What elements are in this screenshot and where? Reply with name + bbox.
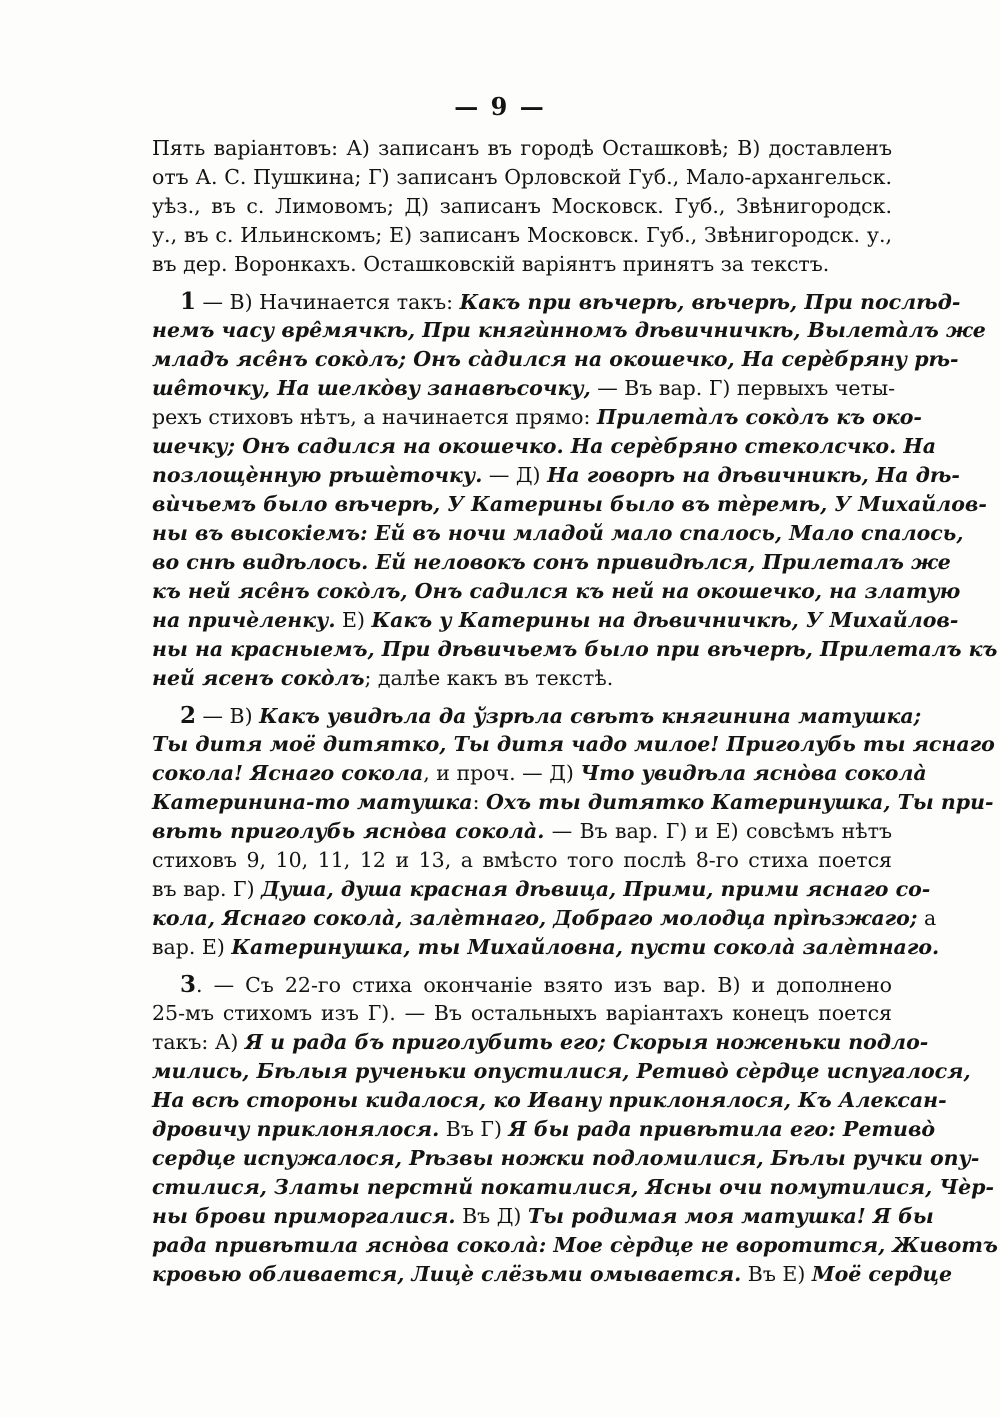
song-quote-text: Какъ увидѣла да ўзрѣла свѣтъ княгинина матушка;	[259, 704, 922, 728]
song-quote-text: Душа, душа красная дѣвица, Прими, прими яснаго со-	[261, 877, 931, 901]
text-line	[152, 192, 892, 221]
text-line	[152, 970, 892, 999]
song-quote-text: Ты родимая моя матушка! Я бы	[527, 1204, 934, 1228]
song-quote-text: Я бы рада привѣтила его: Ретиво̀	[508, 1117, 936, 1141]
page-number: — 9 —	[454, 92, 546, 121]
song-quote-text: ны брови приморгалися.	[152, 1204, 456, 1228]
text-line	[152, 817, 892, 846]
text-line	[152, 1173, 994, 1202]
song-quote-text: Какъ при вѣчерѣ, вѣчерѣ, При послѣд-	[459, 290, 961, 314]
note-number: 1	[180, 288, 197, 315]
text-line	[152, 250, 892, 279]
song-quote-text: немъ часу вре̂мячкѣ, При княгѝнномъ дѣвичничкѣ, Вылетàлъ же	[152, 318, 986, 342]
text-line	[152, 374, 896, 403]
song-quote-text: младъ ясе̂нъ соко̀лъ; Онъ сàдился на окошечко, На серѐбряну рѣ-	[152, 347, 959, 371]
song-quote-text: Ты дитя моё дитятко, Ты дитя чадо милое! Приголубь ты яснаго	[152, 732, 995, 756]
song-quote-text: ше̂точку, На шелкòву занавѣсочку,	[152, 376, 591, 400]
song-quote-text: ны въ высокіемъ: Ей въ ночи младой мало спалось, Мало спалось,	[152, 521, 964, 545]
song-quote-text: во снѣ видѣлось. Ей неловокъ сонъ привидѣлся, Прилеталъ же	[152, 550, 951, 574]
commentary-text: :	[472, 790, 487, 814]
song-quote-text: Какъ у Катерины на дѣвичничкѣ, У Михайлов-	[371, 608, 959, 632]
song-quote-text: вѣть приголубь ясно̀ва сокола̀.	[152, 819, 545, 843]
commentary-text: такъ: А)	[152, 1030, 245, 1054]
text-line	[152, 1144, 980, 1173]
text-line	[152, 221, 892, 250]
commentary-text: рехъ стиховъ нѣтъ, а начинается прямо:	[152, 405, 597, 429]
song-quote-text: сердце испужалося, Рѣзвы ножки подломилися, Бѣлы ручки опу-	[152, 1146, 980, 1170]
song-quote-text: На всѣ стороны кидалося, ко Ивану приклонялося, Къ Алексан-	[152, 1088, 947, 1112]
song-quote-text: На говорѣ на дѣвичникѣ, На дѣ-	[547, 463, 960, 487]
text-line	[152, 345, 959, 374]
text-line	[152, 1057, 971, 1086]
commentary-text: вар. Е)	[152, 935, 232, 959]
song-quote-text: Катеринушка, ты Михайловна, пусти сокола̀ залѐтнаго.	[231, 935, 940, 959]
text-line	[152, 287, 961, 316]
text-line	[152, 432, 937, 461]
note-paragraph-3	[152, 970, 998, 1289]
commentary-text: ; далѣе какъ въ текстѣ.	[364, 666, 614, 690]
song-quote-text: ней ясенъ соко̀лъ	[152, 666, 365, 690]
commentary-text: Въ Г)	[439, 1117, 509, 1141]
text-line	[152, 904, 937, 933]
note-number: 2	[180, 702, 197, 729]
commentary-text: въ дер. Воронкахъ. Осташковскій варіянтъ принятъ за текстъ.	[152, 252, 830, 276]
text-line	[152, 759, 927, 788]
intro-paragraph	[152, 134, 892, 279]
song-quote-text: къ ней ясе̂нъ соко̀лъ, Онъ садился къ ней на окошечко, на златую	[152, 579, 961, 603]
note-paragraph-2	[152, 701, 995, 962]
song-quote-text: кола, Яснаго сокола̀, залѐтнаго, Добраго молодца прі̀ѣзжаго;	[152, 906, 918, 930]
song-quote-text: кровью обливается, Лицѐ слёзьми омывается.	[152, 1262, 742, 1286]
commentary-text: отъ А. С. Пушкина; Г) записанъ Орловской Губ., Мало-архангельск.	[152, 165, 892, 189]
commentary-text: Въ Е)	[741, 1262, 812, 1286]
song-quote-text: шечку; Онъ садился на окошечко. На серѐбряно стеколсчко. На	[152, 434, 937, 458]
commentary-text: Е)	[335, 608, 372, 632]
text-line	[152, 490, 987, 519]
text-line	[152, 577, 961, 606]
commentary-text: у., въ с. Ильинскомъ; Е) записанъ Московск. Губ., Звѣнигородск. у.,	[152, 223, 892, 247]
commentary-text: 25-мъ стихомъ изъ Г). — Въ остальныхъ варіантахъ конецъ поется	[152, 1001, 892, 1025]
song-quote-text: Охъ ты дитятко Катеринушка, Ты при-	[486, 790, 994, 814]
text-line	[152, 701, 922, 730]
text-line	[152, 875, 931, 904]
commentary-text: — В) Начинается такъ:	[196, 290, 460, 314]
commentary-text: Пять варіантовъ: А) записанъ въ городѣ Осташковѣ; В) доставленъ	[152, 136, 892, 160]
song-quote-text: позлощѐнную рѣшѐточку.	[152, 463, 483, 487]
text-line	[152, 606, 959, 635]
commentary-text: . — Съ 22-го стиха окончаніе взято изъ вар. В) и дополнено	[196, 973, 892, 997]
commentary-text: въ вар. Г)	[152, 877, 262, 901]
text-line	[152, 163, 892, 192]
note-number: 3	[180, 971, 197, 998]
commentary-text: Въ Д)	[455, 1204, 528, 1228]
song-quote-text: стилися, Златы перстнй покатилися, Ясны очи помутилися, Чѐр-	[152, 1175, 994, 1199]
song-quote-text: вѝчьемъ было вѣчерѣ, У Катерины было въ тѐремѣ, У Михайлов-	[152, 492, 987, 516]
commentary-text: уѣз., въ с. Лимовомъ; Д) записанъ Московск. Губ., Звѣнигородск.	[152, 194, 892, 218]
text-line	[152, 846, 892, 875]
text-line	[152, 999, 892, 1028]
song-quote-text: Прилетàлъ соко̀лъ къ око-	[596, 405, 922, 429]
song-quote-text: рада привѣтила ясно̀ва сокола̀: Мое сѐрдце не воротится, Животъ	[152, 1233, 998, 1257]
text-line	[152, 1202, 934, 1231]
commentary-text: , и проч. — Д)	[423, 761, 581, 785]
text-line	[152, 461, 960, 490]
text-line	[152, 635, 998, 664]
text-line	[152, 730, 995, 759]
text-line	[152, 316, 986, 345]
song-quote-text: Что увидѣла ясно̀ва сокола̀	[580, 761, 927, 785]
song-quote-text: мились, Бѣлыя рученьки опустилися, Ретиво̀ сѐрдце испугалося,	[152, 1059, 971, 1083]
text-line	[152, 403, 922, 432]
text-line	[152, 1086, 947, 1115]
commentary-text: — Въ вар. Г) первыхъ четы-	[590, 376, 896, 400]
text-line	[152, 933, 940, 962]
text-line	[152, 664, 892, 693]
text-line	[152, 1028, 929, 1057]
text-line	[152, 519, 964, 548]
song-quote-text: Катеринина-то матушка	[152, 790, 473, 814]
song-quote-text: дровичу приклонялося.	[152, 1117, 440, 1141]
note-paragraph-1	[152, 287, 998, 693]
text-line	[152, 1115, 936, 1144]
body-text	[152, 134, 998, 1289]
text-line	[152, 1260, 953, 1289]
song-quote-text: Моё сердце	[811, 1262, 953, 1286]
song-quote-text: ны на красныемъ, При дѣвичьемъ было при вѣчерѣ, Прилеталъ къ	[152, 637, 998, 661]
text-line	[152, 788, 994, 817]
commentary-text: а	[917, 906, 937, 930]
commentary-text: — Д)	[482, 463, 548, 487]
song-quote-text: Я и рада бъ приголубить его; Скорыя ноженьки подло-	[244, 1030, 929, 1054]
song-quote-text: сокола! Яснаго сокола	[152, 761, 424, 785]
commentary-text: — Въ вар. Г) и Е) совсѣмъ нѣтъ	[544, 819, 892, 843]
text-line	[152, 1231, 998, 1260]
commentary-text: стиховъ 9, 10, 11, 12 и 13, а вмѣсто того послѣ 8-го стиха поется	[152, 848, 892, 872]
song-quote-text: на причѐленку.	[152, 608, 336, 632]
commentary-text: — В)	[196, 704, 260, 728]
text-line	[152, 548, 951, 577]
text-line	[152, 134, 892, 163]
